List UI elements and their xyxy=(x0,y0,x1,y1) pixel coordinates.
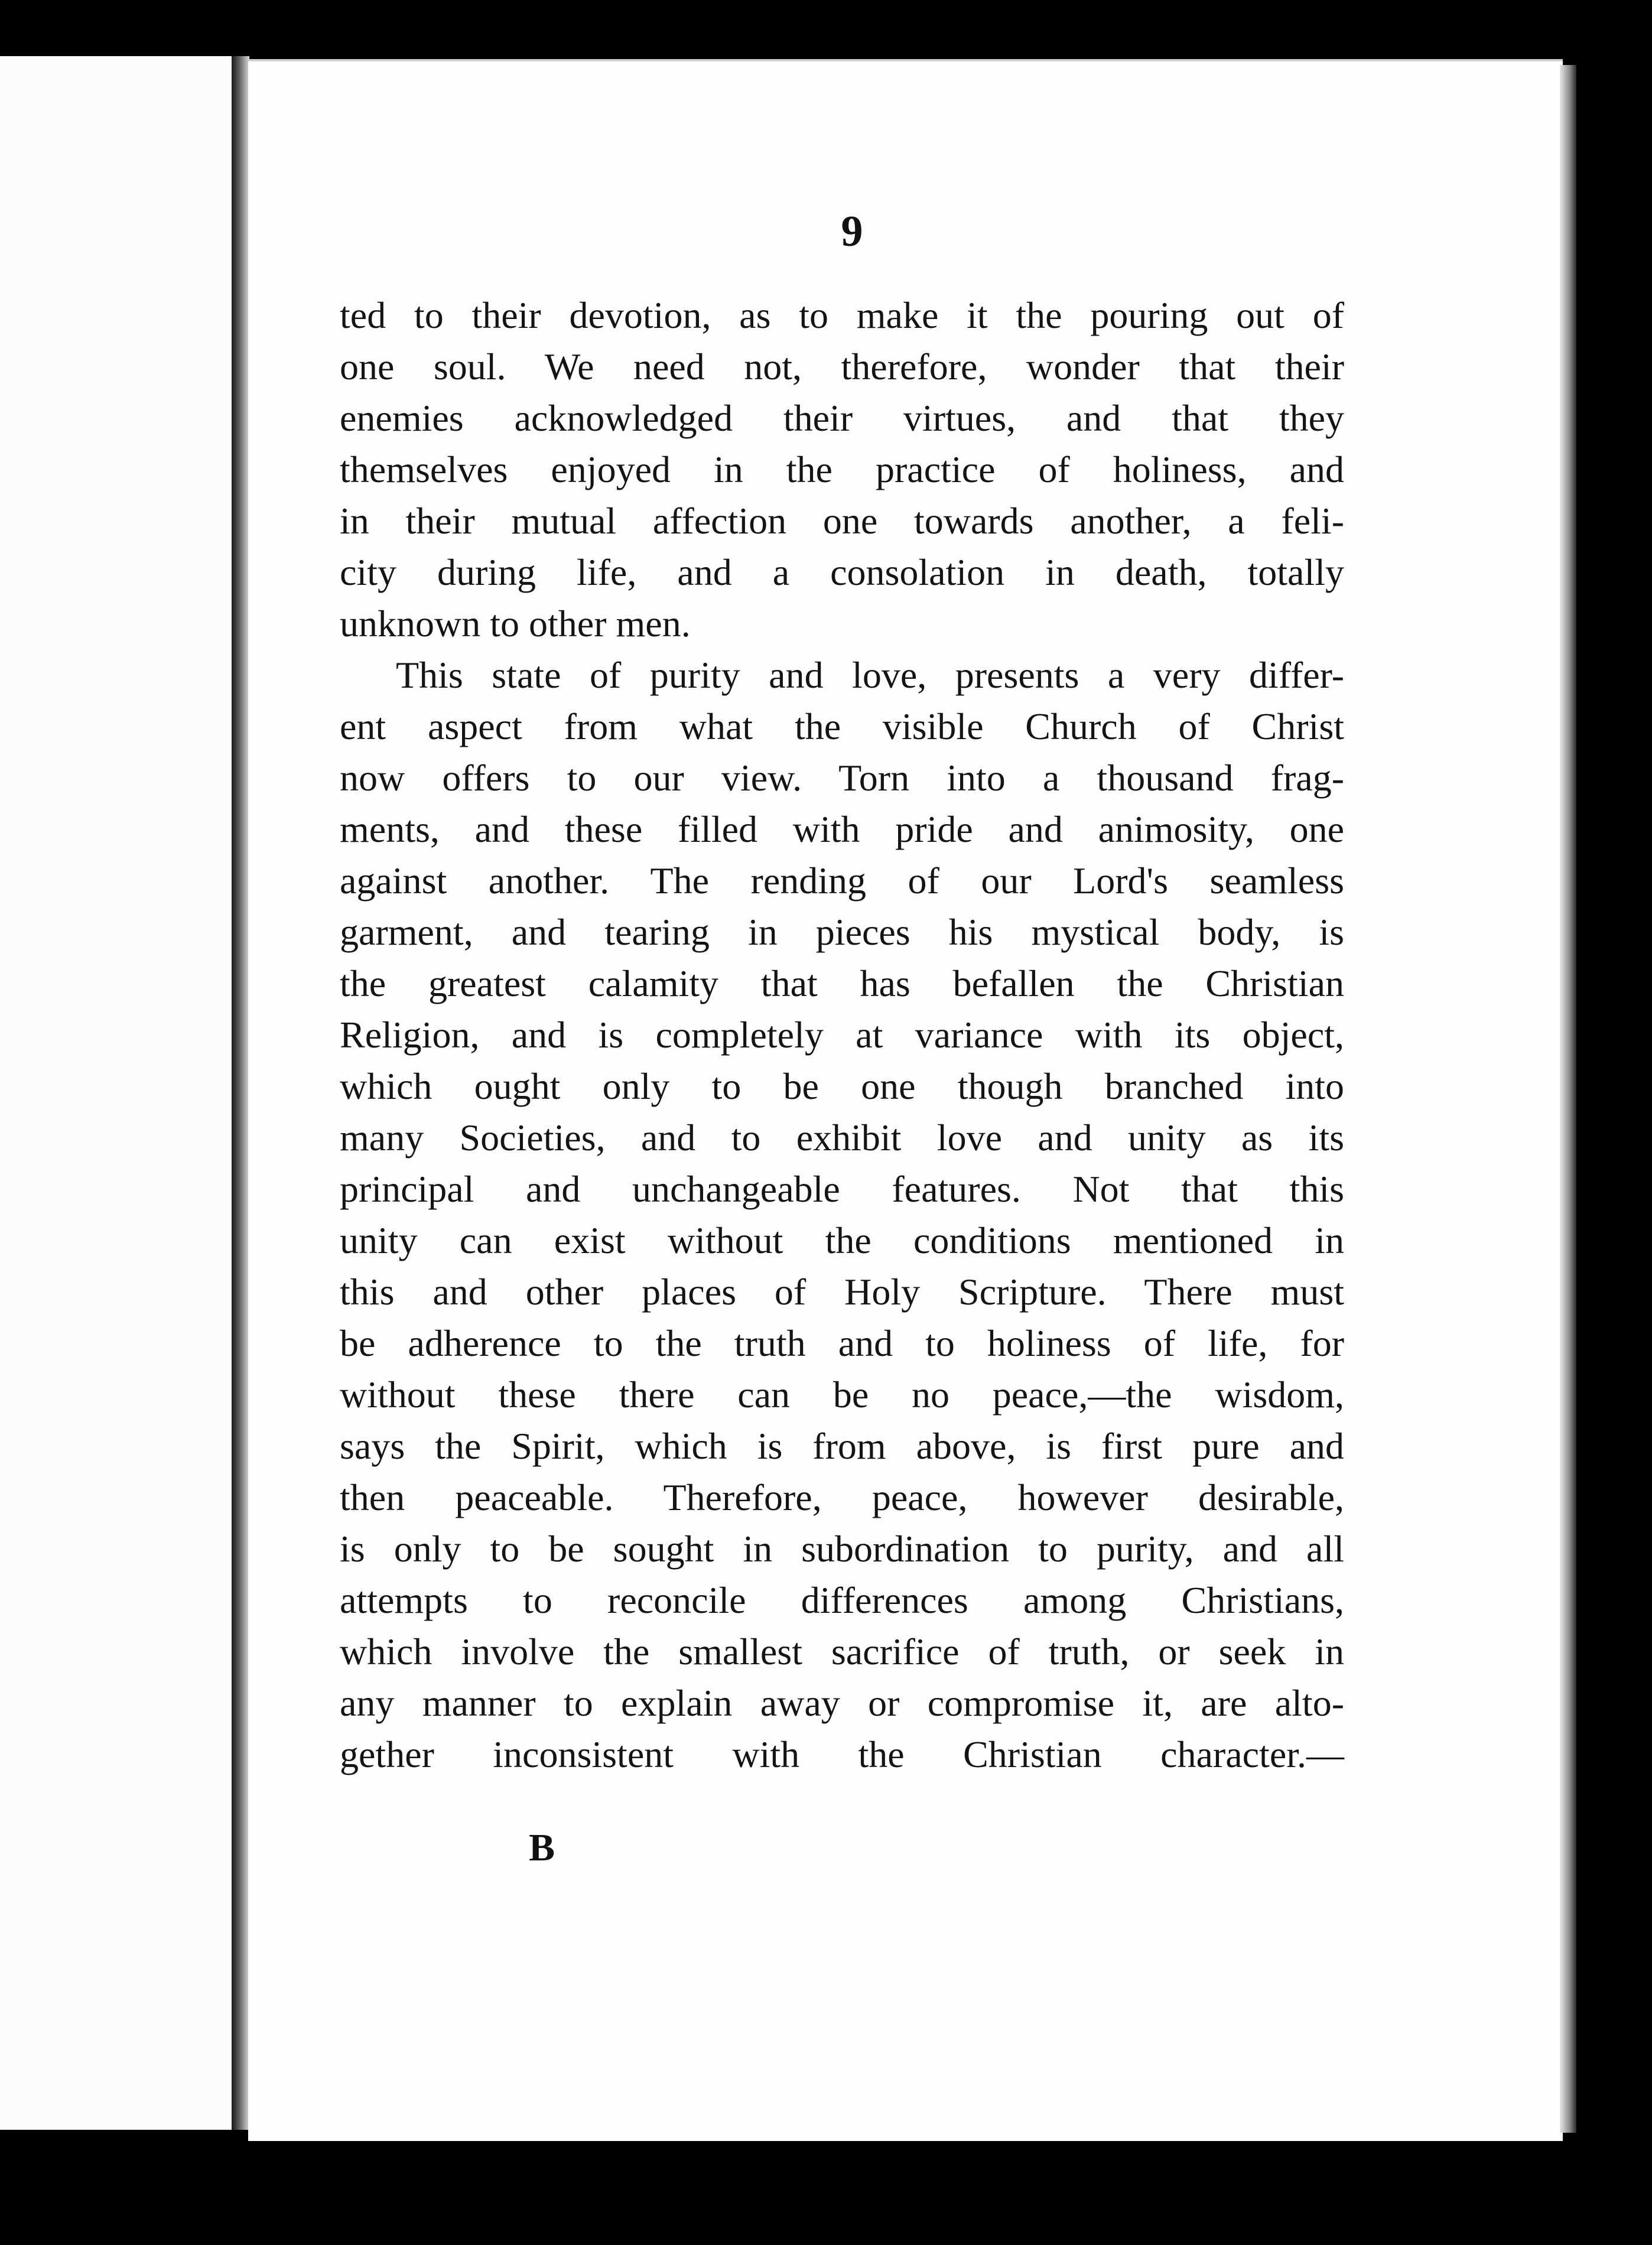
text-line: against another. The rending of our Lord's seamless xyxy=(340,860,1344,902)
text-line: in their mutual affection one towards another, a feli- xyxy=(340,500,1344,542)
text-line: one soul. We need not, therefore, wonder that their xyxy=(340,346,1344,388)
text-line: ent aspect from what the visible Church of Christ xyxy=(340,705,1344,747)
page-number: 9 xyxy=(841,207,863,256)
text-line: now offers to our view. Torn into a thousand frag- xyxy=(340,757,1344,799)
text-line: unknown to other men. xyxy=(340,603,691,645)
text-line: without these there can be no peace,—the wisdom, xyxy=(340,1374,1344,1416)
text-line: this and other places of Holy Scripture. There must xyxy=(340,1271,1344,1313)
text-line: unity can exist without the conditions mentioned in xyxy=(340,1219,1344,1261)
left-page-blank xyxy=(0,56,235,2130)
text-line: says the Spirit, which is from above, is first pure and xyxy=(340,1425,1344,1467)
text-line: attempts to reconcile differences among Christians, xyxy=(340,1579,1344,1621)
text-line: the greatest calamity that has befallen the Christian xyxy=(340,962,1344,1004)
text-line: is only to be sought in subordination to purity, and all xyxy=(340,1528,1344,1570)
text-line: which involve the smallest sacrifice of truth, or seek in xyxy=(340,1631,1344,1673)
book-gutter xyxy=(232,56,249,2130)
text-line: ments, and these filled with pride and animosity, one xyxy=(340,808,1344,850)
text-line: which ought only to be one though branched into xyxy=(340,1065,1344,1107)
paragraph-2 xyxy=(340,649,1344,1780)
text-line: themselves enjoyed in the practice of holiness, and xyxy=(340,448,1344,490)
text-line: ted to their devotion, as to make it the pouring out of xyxy=(340,294,1344,336)
text-line: gether inconsistent with the Christian character.— xyxy=(340,1733,1344,1775)
signature-mark: B xyxy=(529,1826,555,1869)
page-edge-shadow xyxy=(1560,65,1576,2133)
text-line: then peaceable. Therefore, peace, however desirable, xyxy=(340,1476,1344,1518)
paragraph-1 xyxy=(340,289,1344,649)
text-line: principal and unchangeable features. Not that this xyxy=(340,1168,1344,1210)
text-line: be adherence to the truth and to holiness of life, for xyxy=(340,1322,1344,1364)
body-text xyxy=(340,289,1344,1780)
text-line: garment, and tearing in pieces his mystical body, is xyxy=(340,911,1344,953)
text-line: any manner to explain away or compromise it, are alto- xyxy=(340,1682,1344,1724)
text-line: Religion, and is completely at variance with its object, xyxy=(340,1014,1344,1056)
text-line: many Societies, and to exhibit love and unity as its xyxy=(340,1117,1344,1159)
text-line: enemies acknowledged their virtues, and that they xyxy=(340,397,1344,439)
text-line: city during life, and a consolation in death, totally xyxy=(340,551,1344,593)
text-line: This state of purity and love, presents a very differ- xyxy=(396,654,1344,696)
